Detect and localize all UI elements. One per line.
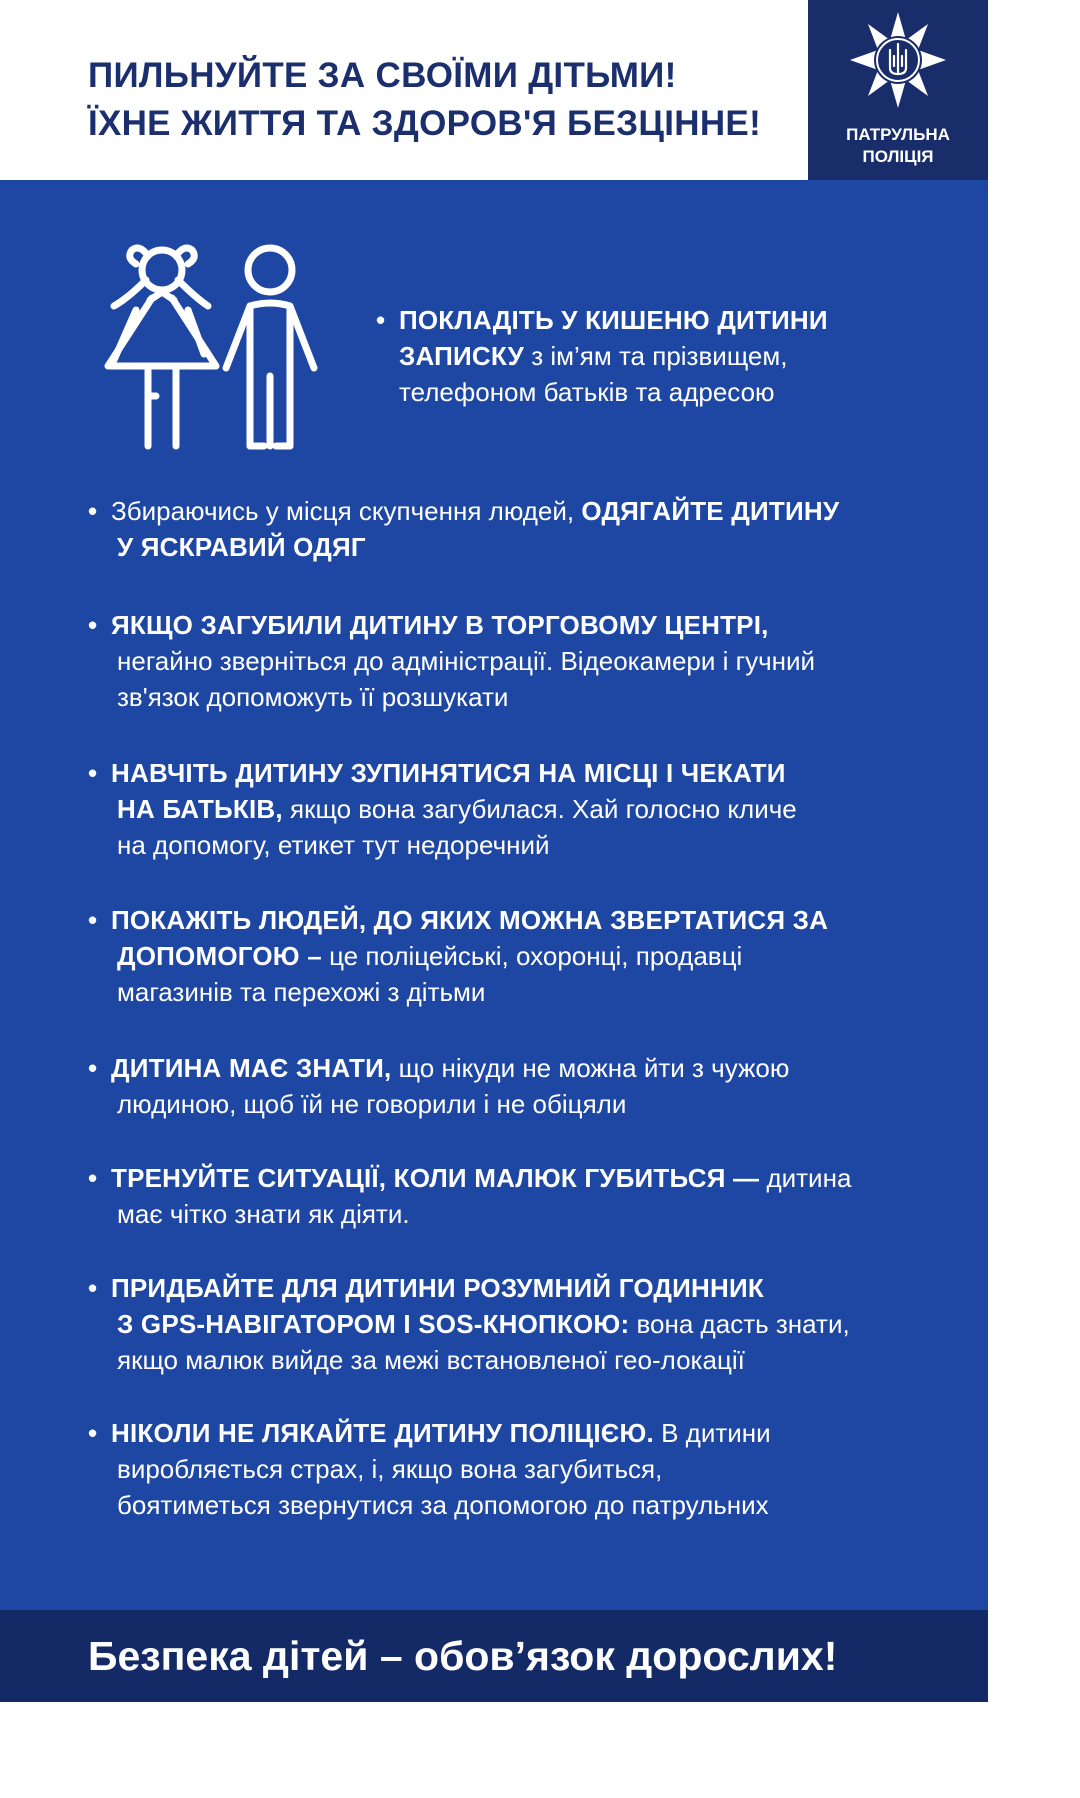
tip-heading: ТРЕНУЙТЕ СИТУАЦІЇ, КОЛИ МАЛЮК ГУБИТЬСЯ — xyxy=(111,1163,760,1193)
logo-line-1: ПАТРУЛЬНА xyxy=(846,125,950,144)
tip-text: дитина xyxy=(759,1163,852,1193)
tip-heading: ПОКЛАДІТЬ У КИШЕНЮ ДИТИНИ xyxy=(399,305,828,335)
bullet: • xyxy=(88,1418,98,1448)
tip-text: магазинів та перехожі з дітьми xyxy=(117,977,486,1007)
tip-text: зв'язок допоможуть її розшукати xyxy=(117,682,509,712)
page-title xyxy=(88,52,761,148)
bullet: • xyxy=(88,610,98,640)
police-logo xyxy=(808,0,988,180)
police-star-icon xyxy=(848,10,948,110)
tip-text: Збираючись у місця скупчення людей, xyxy=(111,496,582,526)
tip-text: виробляється страх, і, якщо вона загубиться, xyxy=(117,1454,663,1484)
tip-practice xyxy=(88,1160,851,1232)
tip-text: телефоном батьків та адресою xyxy=(399,377,775,407)
footer-slogan: Безпека дітей – обов’язок дорослих! xyxy=(88,1633,838,1679)
tip-heading-cont: З GPS-НАВІГАТОРОМ І SOS-КНОПКОЮ: xyxy=(117,1309,630,1339)
tip-heading: НІКОЛИ НЕ ЛЯКАЙТЕ ДИТИНУ ПОЛІЦІЄЮ. xyxy=(111,1418,654,1448)
bullet: • xyxy=(88,1163,98,1193)
bullet: • xyxy=(88,1273,98,1303)
tip-text: що нікуди не можна йти з чужою xyxy=(391,1053,790,1083)
tip-text: боятиметься звернутися за допомогою до патрульних xyxy=(117,1490,769,1520)
tip-lost-in-mall xyxy=(88,607,815,715)
tip-heading: ПОКАЖІТЬ ЛЮДЕЙ, ДО ЯКИХ МОЖНА ЗВЕРТАТИСЯ ЗА xyxy=(111,905,829,935)
tip-note-in-pocket xyxy=(376,302,828,410)
tip-heading: ПРИДБАЙТЕ ДЛЯ ДИТИНИ РОЗУМНИЙ ГОДИННИК xyxy=(111,1273,764,1303)
tip-stay-in-place xyxy=(88,755,797,863)
tip-text: вона дасть знати, xyxy=(629,1309,850,1339)
logo-line-2: ПОЛІЦІЯ xyxy=(862,147,934,166)
bullet: • xyxy=(88,496,98,526)
bullet: • xyxy=(376,305,386,335)
bullet: • xyxy=(88,1053,98,1083)
tip-heading-cont: НА БАТЬКІВ, xyxy=(117,794,283,824)
tip-heading: ЯКЩО ЗАГУБИЛИ ДИТИНУ В ТОРГОВОМУ ЦЕНТРІ, xyxy=(111,610,769,640)
bullet: • xyxy=(88,905,98,935)
header xyxy=(0,0,988,180)
tip-heading: ОДЯГАЙТЕ ДИТИНУ xyxy=(581,496,840,526)
tip-text: людиною, щоб їй не говорили і не обіцяли xyxy=(117,1089,627,1119)
tip-never-scare xyxy=(88,1415,771,1523)
tips-panel xyxy=(0,180,988,1610)
tip-no-strangers xyxy=(88,1050,789,1122)
tip-smart-watch xyxy=(88,1270,850,1378)
tip-text: негайно зверніться до адміністрації. Відеокамери і гучний xyxy=(117,646,816,676)
tip-heading-cont: ДОПОМОГОЮ – xyxy=(117,941,322,971)
tip-text: це поліцейські, охоронці, продавці xyxy=(321,941,743,971)
tip-text: має чітко знати як діяти. xyxy=(117,1199,410,1229)
tip-heading: ДИТИНА МАЄ ЗНАТИ, xyxy=(111,1053,392,1083)
tip-heading-cont: ЗАПИСКУ xyxy=(399,341,524,371)
footer-banner xyxy=(0,1610,988,1702)
tip-who-to-ask xyxy=(88,902,828,1010)
bullet: • xyxy=(88,758,98,788)
tip-heading-cont: У ЯСКРАВИЙ ОДЯГ xyxy=(117,532,366,562)
tip-bright-clothes xyxy=(88,493,839,565)
tip-text: на допомогу, етикет тут недоречний xyxy=(117,830,550,860)
tip-text: з ім’ям та прізвищем, xyxy=(523,341,788,371)
tip-text: якщо вона загубилася. Хай голосно кличе xyxy=(282,794,797,824)
title-line-2: ЇХНЕ ЖИТТЯ ТА ЗДОРОВ'Я БЕЗЦІННЕ! xyxy=(88,104,762,143)
title-line-1: ПИЛЬНУЙТЕ ЗА СВОЇМИ ДІТЬМИ! xyxy=(88,56,677,95)
tip-text: якщо малюк вийде за межі встановленої гео-локації xyxy=(117,1345,745,1375)
tip-heading: НАВЧІТЬ ДИТИНУ ЗУПИНЯТИСЯ НА МІСЦІ І ЧЕКАТИ xyxy=(111,758,786,788)
tip-text: В дитини xyxy=(653,1418,771,1448)
children-icon xyxy=(100,236,340,456)
logo-caption xyxy=(808,124,988,168)
